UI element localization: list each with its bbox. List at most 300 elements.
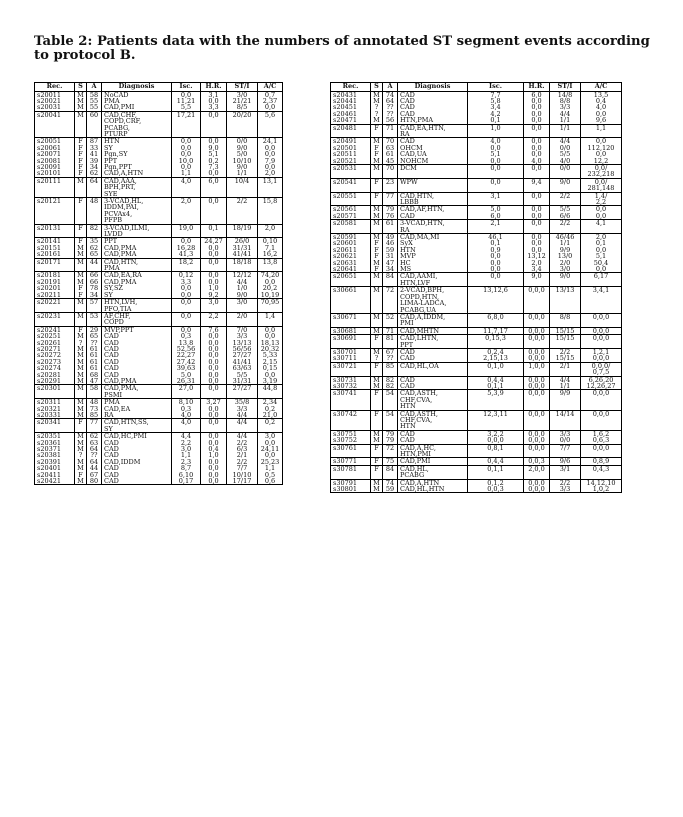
cell-line: 0,4: [208, 445, 219, 454]
cell-line: CAD: [104, 364, 119, 373]
cell-st-i: [550, 444, 581, 458]
cell-line: PMA: [104, 264, 120, 273]
cell-line: 0,0: [180, 311, 192, 320]
cell-sex: F: [371, 145, 383, 151]
cell-rec: s20571: [331, 213, 371, 220]
cell-sex: F: [75, 224, 87, 238]
cell-age: 64: [87, 446, 102, 452]
cell-line: CHF,CVA,: [400, 395, 433, 404]
cell-line: 1/1: [559, 123, 571, 132]
cell-line: 9,0: [531, 272, 542, 281]
cell-a-c: [258, 258, 283, 272]
cell-age: 48: [87, 399, 102, 406]
cell-line: 0,8,1: [487, 443, 504, 452]
cell-sex: F: [371, 362, 383, 376]
cell-line: 0,5: [264, 470, 276, 479]
cell-line: 0,0,0: [592, 312, 610, 321]
cell-line: 13,8: [262, 257, 278, 266]
cell-line: CAD,EA,HTN,: [400, 123, 446, 132]
cell-isc: [468, 117, 524, 124]
cell-hr: [201, 419, 227, 433]
cell-line: 0,0,0: [528, 485, 545, 494]
cell-line: 0,9: [490, 245, 501, 254]
cell-line: 14/8: [557, 90, 573, 99]
cell-rec: s20481: [331, 124, 371, 138]
cell-line: 0,0: [208, 344, 219, 353]
cell-st-i: [550, 124, 581, 138]
cell-line: PCABG,: [104, 123, 130, 132]
cell-age: 61: [87, 359, 102, 365]
cell-rec: s30732: [331, 383, 371, 390]
cell-line: 41/41: [232, 357, 252, 366]
cell-diagnosis: [398, 465, 468, 479]
cell-hr: [524, 220, 550, 234]
cell-sex: M: [75, 378, 87, 385]
cell-age: ??: [383, 104, 398, 110]
cell-sex: M: [371, 287, 383, 314]
cell-line: 3/1: [559, 464, 571, 473]
cell-age: 85: [87, 412, 102, 419]
cell-isc: [172, 312, 201, 326]
cell-age: 77: [87, 419, 102, 433]
cell-age: 64: [87, 459, 102, 465]
cell-line: CAD: [400, 137, 415, 146]
cell-line: 15/15: [555, 326, 575, 335]
cell-age: 68: [87, 372, 102, 378]
cell-hr: [524, 124, 550, 138]
cell-age: 66: [87, 272, 102, 279]
cell-line: CAD,ASTH,: [400, 409, 438, 418]
cell-isc: [468, 362, 524, 376]
cell-line: 4,2: [490, 109, 501, 118]
cell-line: 1,1: [180, 169, 192, 178]
cell-line: BPH,PRT,: [104, 183, 136, 192]
cell-hr: [201, 385, 227, 399]
cell-diagnosis: [398, 287, 468, 314]
cell-line: 12,3,11: [483, 409, 508, 418]
cell-rec: s20451: [331, 104, 371, 110]
cell-line: CAD,LHTN,: [400, 334, 439, 343]
cell-rec: s20311: [35, 399, 75, 406]
cell-line: HTN,LVF: [400, 278, 431, 287]
cell-line: 9/0: [236, 162, 248, 171]
header-row: [35, 83, 283, 92]
cell-a-c: [258, 312, 283, 326]
cell-line: 0,0: [180, 162, 192, 171]
cell-line: 0,2,4: [487, 347, 504, 356]
cell-line: 2/0: [559, 258, 571, 267]
cell-line: 0,1: [595, 239, 607, 248]
cell-line: 25,23: [260, 457, 280, 466]
cell-line: 6,26,20: [588, 375, 614, 384]
cell-sex: F: [371, 458, 383, 465]
cell-age: ??: [87, 340, 102, 346]
cell-sex: F: [371, 192, 383, 206]
cell-line: 7/7: [559, 443, 571, 452]
cell-line: 1,0: [490, 123, 501, 132]
cell-line: 4,4: [180, 432, 192, 441]
cell-line: 3,0: [208, 298, 219, 307]
table-row: [331, 465, 622, 479]
cell-line: 44,8: [262, 384, 278, 393]
cell-sex: F: [371, 410, 383, 430]
cell-sex: M: [75, 440, 87, 446]
cell-st-i: [227, 478, 258, 485]
cell-line: 5/0: [236, 150, 248, 159]
col-header-age: A: [87, 83, 102, 92]
cell-line: 0,0: [531, 205, 542, 214]
cell-line: 6,0: [208, 176, 219, 185]
table-row: [331, 287, 622, 314]
cell-a-c: [581, 117, 622, 124]
cell-diagnosis: [102, 419, 172, 433]
cell-st-i: [227, 385, 258, 399]
cell-a-c: [258, 419, 283, 433]
cell-age: 41: [87, 151, 102, 157]
cell-line: CAD: [104, 445, 119, 454]
table-row: [35, 312, 283, 326]
cell-rec: s20272: [35, 352, 75, 358]
col-header-age: A: [383, 83, 398, 92]
cell-line: 0,0: [180, 298, 192, 307]
cell-line: MVP: [400, 252, 416, 261]
cell-line: PCABG,UA: [400, 305, 436, 314]
cell-line: 0,0: [531, 116, 542, 125]
cell-line: CAD,HL,OA: [400, 361, 439, 370]
cell-rec: s20381: [35, 452, 75, 458]
cell-rec: s30691: [331, 335, 371, 349]
cell-line: 70,95: [260, 298, 280, 307]
cell-line: PFPB: [104, 216, 123, 225]
cell-line: 11,7,17: [483, 326, 508, 335]
cell-diagnosis: [102, 258, 172, 272]
cell-sex: M: [371, 383, 383, 390]
cell-age: 57: [87, 299, 102, 313]
cell-line: 3,1: [208, 90, 219, 99]
cell-line: 24,11: [260, 445, 280, 454]
cell-line: 0,0,0/: [591, 361, 611, 370]
cell-line: 6/6: [559, 211, 571, 220]
cell-age: 49: [383, 234, 398, 241]
cell-line: 17/17: [232, 477, 252, 486]
col-header-a-c: A/C: [258, 83, 283, 92]
cell-age: 61: [87, 346, 102, 352]
cell-line: 26/0: [234, 237, 250, 246]
cell-line: 12,26,27: [586, 381, 616, 390]
cell-line: 0,0,0: [528, 389, 545, 398]
cell-age: 81: [383, 335, 398, 349]
cell-rec: s20511: [331, 151, 371, 157]
cell-age: 82: [383, 383, 398, 390]
cell-hr: [524, 164, 550, 178]
cell-line: 14/14: [555, 409, 575, 418]
cell-diagnosis: [398, 192, 468, 206]
cell-line: SY,SZ: [104, 284, 123, 293]
cell-rec: s30801: [331, 486, 371, 493]
cell-hr: [524, 287, 550, 314]
cell-age: ??: [383, 111, 398, 117]
cell-rec: s30771: [331, 458, 371, 465]
cell-rec: s20161: [35, 251, 75, 258]
cell-line: 0,0,0: [528, 312, 545, 321]
cell-line: 1,4/: [594, 191, 608, 200]
cell-line: 6,0: [490, 211, 501, 220]
cell-line: 0,0: [490, 156, 501, 165]
cell-st-i: [227, 224, 258, 238]
cell-line: 9/9: [559, 245, 571, 254]
cell-isc: [468, 486, 524, 493]
table-row: [35, 385, 283, 399]
cell-line: 21,0: [262, 411, 278, 419]
cell-line: 0,0: [180, 143, 192, 152]
cell-sex: F: [371, 444, 383, 458]
cell-line: CAD,PMA: [104, 243, 137, 252]
cell-sex: ?: [75, 452, 87, 458]
cell-rec: s20541: [331, 178, 371, 192]
cell-line: 0,0: [208, 357, 219, 366]
cell-rec: s20611: [331, 247, 371, 253]
cell-line: CAD,HTN,: [104, 257, 139, 266]
cell-line: 3,1: [490, 191, 501, 200]
table-row: [331, 273, 622, 287]
cell-hr: [201, 478, 227, 485]
cell-line: 0,0: [208, 418, 219, 427]
cell-a-c: [581, 465, 622, 479]
cell-line: 11,21: [176, 96, 196, 105]
cell-line: 4/4: [559, 137, 571, 146]
cell-line: 6,0: [531, 90, 542, 99]
cell-isc: [468, 273, 524, 287]
table-row: [331, 335, 622, 349]
cell-line: COPD,HTN,: [400, 292, 440, 301]
cell-st-i: [550, 313, 581, 327]
cell-hr: [201, 177, 227, 197]
cell-line: RA: [104, 411, 114, 419]
cell-line: 2,15: [262, 357, 278, 366]
cell-sex: M: [371, 206, 383, 213]
cell-st-i: [550, 192, 581, 206]
cell-isc: [172, 299, 201, 313]
cell-line: 9/6: [559, 457, 571, 466]
cell-line: 7,1: [264, 243, 276, 252]
cell-hr: [524, 273, 550, 287]
cell-line: 0,0: [490, 252, 501, 261]
cell-line: Pgn,SY: [104, 150, 128, 159]
cell-hr: [524, 465, 550, 479]
cell-line: CAD: [400, 375, 415, 384]
cell-hr: [524, 117, 550, 124]
cell-line: 18/18: [232, 257, 252, 266]
cell-rec: s30681: [331, 327, 371, 334]
cell-line: 0,0: [208, 370, 219, 379]
cell-age: 39: [87, 158, 102, 164]
cell-line: 2,15,13: [483, 354, 508, 363]
cell-line: 0,0: [208, 277, 219, 286]
cell-line: HTN,PMA: [400, 116, 434, 125]
cell-line: 2,0: [264, 223, 276, 232]
cell-line: PPT: [400, 340, 414, 349]
col-header-isc: Isc.: [172, 83, 201, 92]
cell-line: 0,4,4: [487, 457, 504, 466]
cell-line: 0,1: [490, 239, 501, 248]
cell-sex: ?: [371, 355, 383, 362]
cell-sex: M: [371, 91, 383, 98]
cell-line: CAD,UA: [400, 150, 427, 159]
cell-sex: M: [75, 352, 87, 358]
cell-isc: [468, 390, 524, 410]
cell-line: 0,4,3: [592, 464, 610, 473]
cell-line: CAD,MA,MI: [400, 233, 440, 242]
table-row: [331, 164, 622, 178]
cell-st-i: [550, 287, 581, 314]
cell-line: 2/2: [559, 219, 571, 228]
cell-sex: F: [75, 472, 87, 478]
cell-rec: s20011: [35, 91, 75, 98]
cell-line: 1,4: [264, 311, 276, 320]
cell-rec: s30661: [331, 287, 371, 314]
cell-a-c: [258, 478, 283, 485]
cell-line: 2,2: [180, 438, 192, 447]
cell-line: 0,12: [178, 271, 194, 280]
cell-hr: [524, 486, 550, 493]
cell-a-c: [581, 178, 622, 192]
cell-sex: M: [75, 279, 87, 285]
cell-line: 0,0: [531, 219, 542, 228]
cell-line: 0,0: [531, 239, 542, 248]
table-row: [331, 178, 622, 192]
cell-sex: ?: [371, 104, 383, 110]
cell-age: 82: [87, 224, 102, 238]
cell-line: 6/3: [236, 445, 248, 454]
cell-line: 4/4: [236, 277, 248, 286]
cell-age: 62: [87, 433, 102, 440]
cell-line: 2/2: [559, 347, 571, 356]
cell-line: 0,0: [531, 123, 542, 132]
cell-line: 18/19: [232, 223, 252, 232]
cell-line: 9/0: [559, 272, 571, 281]
cell-line: CAD: [104, 370, 119, 379]
cell-line: CAD: [104, 344, 119, 353]
cell-hr: [201, 224, 227, 238]
cell-line: 0,0: [531, 163, 542, 172]
cell-line: PCABG: [400, 471, 425, 480]
cell-st-i: [550, 164, 581, 178]
cell-age: 29: [87, 326, 102, 333]
cell-st-i: [227, 111, 258, 138]
cell-line: CAD,MHTN: [400, 326, 440, 335]
cell-line: CAD: [104, 332, 119, 341]
cell-hr: [524, 362, 550, 376]
cell-line: 3/3: [559, 103, 571, 112]
cell-line: 27,42: [176, 357, 196, 366]
cell-a-c: [581, 124, 622, 138]
cell-line: CAD: [400, 96, 415, 105]
cell-st-i: [550, 273, 581, 287]
cell-line: 4/4: [236, 432, 248, 441]
cell-hr: [201, 198, 227, 225]
cell-line: 0,0: [208, 364, 219, 373]
cell-line: 0,0/: [594, 163, 608, 172]
cell-line: 0,0: [490, 163, 501, 172]
cell-line: 0,0,3: [528, 457, 545, 466]
cell-line: CAD: [104, 438, 119, 447]
cell-line: 3/3: [559, 429, 571, 438]
cell-rec: s20021: [35, 98, 75, 104]
cell-st-i: [550, 117, 581, 124]
cell-age: 59: [383, 486, 398, 493]
cell-line: 0,0: [180, 325, 192, 334]
cell-rec: s20151: [35, 245, 75, 251]
patients-table: [34, 82, 644, 749]
cell-line: 0,0,0: [528, 326, 545, 335]
cell-line: 1,0: [208, 284, 219, 293]
cell-line: 5,33: [262, 351, 278, 360]
cell-line: 5/5: [236, 370, 248, 379]
cell-line: 26,31: [176, 376, 196, 385]
cell-line: 0,0,0: [592, 389, 610, 398]
cell-sex: F: [371, 335, 383, 349]
cell-line: 0,0: [264, 277, 276, 286]
cell-a-c: [581, 486, 622, 493]
table-row: [35, 299, 283, 313]
cell-line: PCVAx4,: [104, 209, 133, 218]
cell-rec: s30752: [331, 437, 371, 444]
cell-rec: s30791: [331, 479, 371, 486]
cell-rec: s20561: [331, 206, 371, 213]
cell-line: 3/0: [236, 90, 248, 99]
cell-diagnosis: [398, 164, 468, 178]
cell-line: 5,3,9: [487, 389, 504, 398]
cell-line: 0,0: [208, 477, 219, 486]
cell-line: 5,0: [490, 205, 501, 214]
cell-rec: s20391: [35, 459, 75, 465]
cell-line: 0,0: [264, 451, 276, 460]
cell-line: 0,0: [490, 258, 501, 267]
cell-line: CAD,EA,RA: [104, 271, 142, 280]
cell-age: 31: [383, 253, 398, 259]
cell-line: 19,0: [178, 223, 194, 232]
cell-hr: [524, 192, 550, 206]
cell-line: 0,0: [208, 404, 219, 413]
col-header-hr: H.R.: [201, 83, 227, 92]
cell-line: CAD,EA: [104, 404, 131, 413]
cell-isc: [468, 410, 524, 430]
cell-age: ??: [87, 452, 102, 458]
cell-line: 13/0: [557, 252, 573, 261]
cell-line: 9/0: [236, 290, 248, 299]
table-row: [331, 390, 622, 410]
cell-line: 1,1: [180, 451, 192, 460]
cell-line: 0,0/: [594, 177, 608, 186]
cell-line: 0,0,0: [592, 354, 610, 363]
cell-age: 54: [383, 390, 398, 410]
cell-rec: s30721: [331, 362, 371, 376]
cell-line: 0,0: [490, 272, 501, 281]
cell-line: NOHCM: [400, 156, 429, 165]
cell-line: 46/46: [555, 233, 575, 242]
cell-age: 82: [383, 376, 398, 383]
cell-line: 2/2: [559, 478, 571, 487]
cell-line: 0,0,0: [528, 381, 545, 390]
col-header-sex: S: [371, 83, 383, 92]
cell-sex: F: [75, 138, 87, 145]
cell-line: 0,2: [264, 418, 276, 427]
cell-sex: M: [75, 346, 87, 352]
cell-line: 0,0: [208, 351, 219, 360]
cell-rec: s30711: [331, 355, 371, 362]
cell-a-c: [581, 192, 622, 206]
cell-sex: M: [75, 372, 87, 378]
